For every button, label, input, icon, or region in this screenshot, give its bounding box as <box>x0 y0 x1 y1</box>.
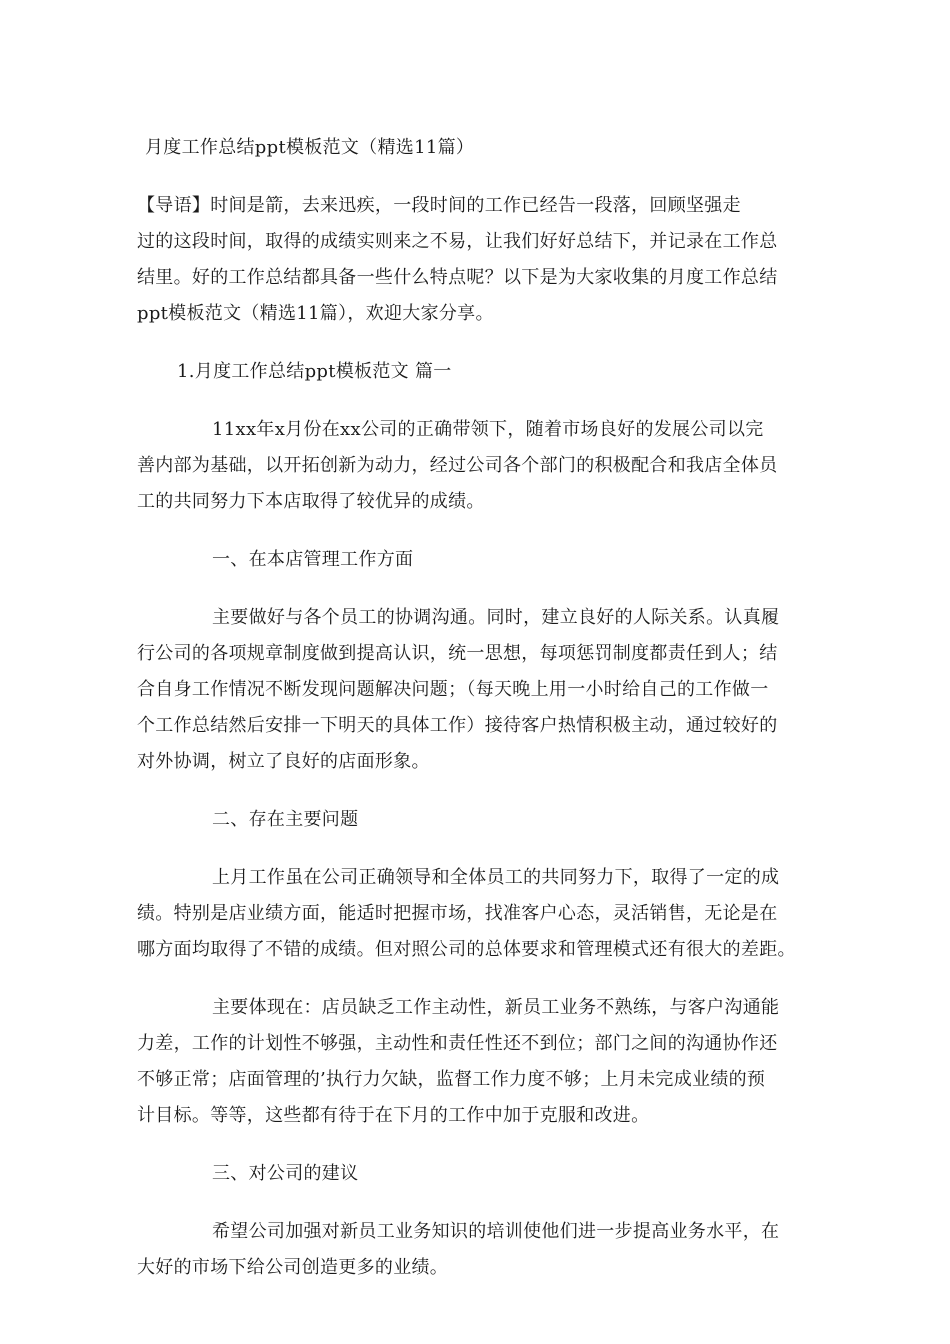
paragraph-line: 希望公司加强对新员工业务知识的培训使他们进一步提高业务水平，在 <box>212 1221 780 1242</box>
paragraph-line: 绩。特别是店业绩方面，能适时把握市场，找准客户心态，灵活销售，无论是在 <box>137 903 778 924</box>
paragraph-line: 大好的市场下给公司创造更多的业绩。 <box>137 1257 449 1278</box>
paragraph-line: 主要做好与各个员工的协调沟通。同时，建立良好的人际关系。认真履 <box>212 607 780 628</box>
subheading-3: 三、对公司的建议 <box>212 1163 359 1184</box>
paragraph-5 <box>137 1214 817 1286</box>
paragraph-line: 11xx年x月份在xx公司的正确带领下，随着市场良好的发展公司以完 <box>212 419 764 440</box>
subheading-2: 二、存在主要问题 <box>212 809 359 830</box>
paragraph-line: 行公司的各项规章制度做到提高认识，统一思想，每项惩罚制度都责任到人；结 <box>137 643 778 664</box>
document-body <box>137 130 817 1308</box>
intro-line: 结里。好的工作总结都具备一些什么特点呢？以下是为大家收集的月度工作总结 <box>137 267 778 288</box>
section-heading: 1.月度工作总结ppt模板范文 篇一 <box>177 361 452 382</box>
subheading-1: 一、在本店管理工作方面 <box>212 549 414 570</box>
paragraph-line: 合自身工作情况不断发现问题解决问题；（每天晚上用一小时给自己的工作做一 <box>137 679 769 700</box>
paragraph-line: 善内部为基础，以开拓创新为动力，经过公司各个部门的积极配合和我店全体员 <box>137 455 778 476</box>
paragraph-line: 哪方面均取得了不错的成绩。但对照公司的总体要求和管理模式还有很大的差距。 <box>137 939 796 960</box>
intro-line: ppt模板范文（精选11篇），欢迎大家分享。 <box>137 303 494 324</box>
paragraph-line: 力差，工作的计划性不够强，主动性和责任性还不到位；部门之间的沟通协作还 <box>137 1033 778 1054</box>
paragraph-line: 主要体现在：店员缺乏工作主动性，新员工业务不熟练，与客户沟通能 <box>212 997 780 1018</box>
paragraph-line: 个工作总结然后安排一下明天的具体工作）接待客户热情积极主动，通过较好的 <box>137 715 778 736</box>
paragraph-4 <box>137 990 817 1134</box>
intro-line: 【导语】时间是箭，去来迅疾，一段时间的工作已经告一段落，回顾坚强走 <box>137 195 741 216</box>
paragraph-2 <box>137 600 817 780</box>
paragraph-line: 不够正常；店面管理的’执行力欠缺，监督工作力度不够；上月未完成业绩的预 <box>137 1069 766 1090</box>
paragraph-line: 上月工作虽在公司正确领导和全体员工的共同努力下，取得了一定的成 <box>212 867 780 888</box>
paragraph-line: 计目标。等等，这些都有待于在下月的工作中加于克服和改进。 <box>137 1105 650 1126</box>
paragraph-1 <box>137 412 817 520</box>
paragraph-line: 工的共同努力下本店取得了较优异的成绩。 <box>137 491 485 512</box>
paragraph-3 <box>137 860 817 968</box>
document-title: 月度工作总结ppt模板范文（精选11篇） <box>145 137 475 158</box>
intro-paragraph <box>137 188 817 332</box>
paragraph-line: 对外协调，树立了良好的店面形象。 <box>137 751 430 772</box>
intro-line: 过的这段时间，取得的成绩实则来之不易，让我们好好总结下，并记录在工作总 <box>137 231 778 252</box>
